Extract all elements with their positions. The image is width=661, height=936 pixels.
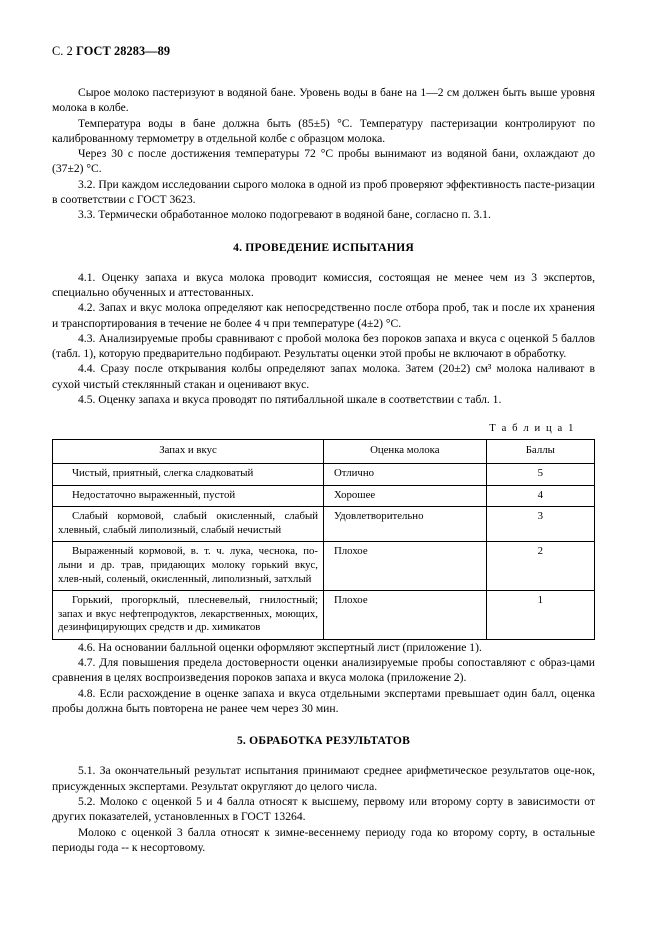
- table-row: [53, 485, 595, 507]
- paragraph: 4.8. Если расхождение в оценке запаха и вкуса отдельными экспертами превышает один балл, оценка пробы должна быть повторена не ранее чем через 30 мин.: [52, 686, 595, 716]
- standard-number: ГОСТ 28283—89: [76, 44, 171, 58]
- paragraph: 4.3. Анализируемые пробы сравнивают с пробой молока без пороков запаха и вкуса с оценкой 5 баллов (табл. 1), которую предварительно подбирают. Результаты оценки этой пробы не включают в обработку.: [52, 331, 595, 361]
- cell-rating: Отлично: [324, 463, 487, 485]
- cell-description: Выраженный кормовой, в. т. ч. лука, чеснока, по-лыни и др. трав, придающих молоку горький вкус, хлев-ный, соленый, окисленный, липолизный, затхлый: [53, 542, 324, 591]
- cell-rating: Плохое: [324, 591, 487, 640]
- paragraph: 5.1. За окончательный результат испытания принимают среднее арифметическое результатов оце-нок, присужденных экспертами. Результат округляют до целого числа.: [52, 764, 595, 793]
- cell-description: Слабый кормовой, слабый окисленный, слабый хлевный, слабый липолизный, слабый нечистый: [53, 507, 324, 542]
- table-row: [53, 542, 595, 591]
- paragraph: Через 30 с после достижения температуры 72 °С пробы вынимают из водяной бани, охлаждают до (37±2) °С.: [52, 147, 595, 176]
- cell-description: Горький, прогорклый, плесневелый, гнилостный; запах и вкус нефтепродуктов, лекарственных, моющих, дезинфицирующих средств и др. химикатов: [53, 591, 324, 640]
- cell-description: Чистый, приятный, слегка сладковатый: [53, 463, 324, 485]
- evaluation-table: [52, 439, 595, 640]
- paragraph: Молоко с оценкой 3 балла относят к зимне-весеннему периоду года ко второму сорту, в остальные периоды года -- к несортовому.: [52, 825, 595, 854]
- paragraph: 4.6. На основании балльной оценки оформляют экспертный лист (приложение 1).: [78, 640, 482, 654]
- column-header-rating: Оценка молока: [324, 440, 487, 464]
- paragraph: 3.3. Термически обработанное молоко подогревают в водяной бане, согласно п. 3.1.: [78, 208, 491, 222]
- cell-score: 4: [486, 485, 594, 507]
- table-row: [53, 507, 595, 542]
- page-number-label: С. 2: [52, 44, 73, 58]
- paragraph: 4.7. Для повышения предела достоверности оценки анализируемые пробы сопоставляют с образ-цами сравнения в целях воспроизведения пороков запаха и вкуса молока (приложение 2).: [52, 656, 595, 685]
- paragraph: 4.4. Сразу после открывания колбы определяют запах молока. Затем (20±2) см³ молока наливают в сухой чистый стеклянный стакан и оценивают вкус.: [52, 362, 595, 391]
- table-row: [53, 463, 595, 485]
- table-caption: Т а б л и ц а 1: [489, 423, 575, 435]
- paragraph: 5.2. Молоко с оценкой 5 и 4 балла относят к высшему, первому или второму сорту в зависимости от других показателей, установленных в ГОСТ 13264.: [52, 794, 595, 824]
- column-header-smell-taste: Запах и вкус: [53, 440, 324, 464]
- paragraph: Сырое молоко пастеризуют в водяной бане. Уровень воды в бане на 1—2 см должен быть выше уровня молока в колбе.: [52, 86, 595, 115]
- column-header-score: Баллы: [486, 440, 594, 464]
- paragraph: 4.1. Оценку запаха и вкуса молока проводит комиссия, состоящая не менее чем из 3 экспертов, специально обученных и аттестованных.: [52, 270, 595, 299]
- section-heading-5: 5. ОБРАБОТКА РЕЗУЛЬТАТОВ: [236, 734, 411, 748]
- section-heading-4: 4. ПРОВЕДЕНИЕ ИСПЫТАНИЯ: [233, 240, 414, 254]
- cell-score: 1: [486, 591, 594, 640]
- cell-score: 3: [486, 507, 594, 542]
- paragraph: Температура воды в бане должна быть (85±5) °С. Температуру пастеризации контролируют по калиброванному термометру в отдельной колбе с образцом молока.: [52, 116, 595, 145]
- cell-description: Недостаточно выраженный, пустой: [53, 485, 324, 507]
- cell-rating: Хорошее: [324, 485, 487, 507]
- cell-score: 2: [486, 542, 594, 591]
- table-header-row: [53, 440, 595, 464]
- cell-rating: Удовлетворительно: [324, 507, 487, 542]
- table-row: [53, 591, 595, 640]
- paragraph: 4.2. Запах и вкус молока определяют как непосредственно после отбора проб, так и после их хранения и транспортирования в течение не более 4 ч при температуре (4±2) °С.: [52, 301, 595, 330]
- paragraph: 3.2. При каждом исследовании сырого молока в одной из проб проверяют эффективность пасте-ризации в соответствии с ГОСТ 3623.: [52, 177, 595, 207]
- cell-rating: Плохое: [324, 542, 487, 591]
- paragraph: 4.5. Оценку запаха и вкуса проводят по пятибалльной шкале в соответствии с табл. 1.: [78, 393, 502, 407]
- page-header: [52, 44, 595, 59]
- cell-score: 5: [486, 463, 594, 485]
